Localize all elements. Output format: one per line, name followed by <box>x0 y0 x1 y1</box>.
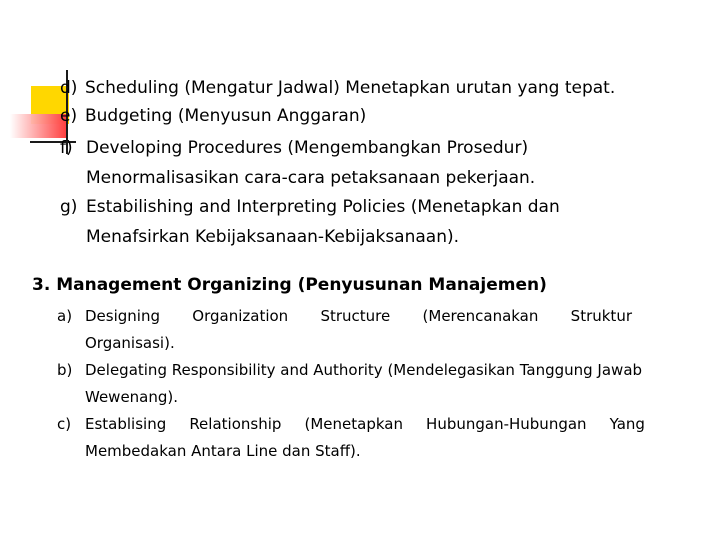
word: Structure <box>320 307 391 325</box>
list-item-establising <box>85 417 645 432</box>
word: Struktur <box>570 307 632 325</box>
list-item-scheduling: Scheduling (Mengatur Jadwal) Menetapkan urutan yang tepat. <box>85 78 616 98</box>
list-marker-d: d) <box>60 78 78 98</box>
list-item-designing <box>85 309 632 324</box>
list-marker-g: g) <box>60 197 78 217</box>
decorative-red-gradient-bar <box>10 114 66 138</box>
list-item-budgeting: Budgeting (Menyusun Anggaran) <box>85 106 367 126</box>
section-heading: 3. Management Organizing (Penyusunan Manajemen) <box>32 275 547 295</box>
word: Establising <box>85 415 167 433</box>
word: (Merencanakan <box>422 307 539 325</box>
word: Hubungan-Hubungan <box>426 415 587 433</box>
list-marker-b: b) <box>57 361 73 379</box>
list-item-policies-cont: Menafsirkan Kebijaksanaan-Kebijaksanaan). <box>86 227 460 247</box>
list-marker-e: e) <box>60 106 78 126</box>
list-marker-a: a) <box>57 307 73 325</box>
word: Relationship <box>189 415 282 433</box>
list-item-delegating: Delegating Responsibility and Authority (Mendelegasikan Tanggung Jawab <box>85 361 643 379</box>
list-item-developing-procedures: Developing Procedures (Mengembangkan Prosedur) <box>86 138 529 158</box>
list-item-designing-cont: Organisasi). <box>85 334 175 352</box>
list-item-establising-cont: Membedakan Antara Line dan Staff). <box>85 442 361 460</box>
word: (Menetapkan <box>304 415 403 433</box>
word: Organization <box>192 307 289 325</box>
list-marker-c: c) <box>57 415 72 433</box>
word: Yang <box>609 415 645 433</box>
list-item-delegating-cont: Wewenang). <box>85 388 179 406</box>
list-item-developing-procedures-cont: Menormalisasikan cara-cara petaksanaan pekerjaan. <box>86 168 536 188</box>
word: Designing <box>85 307 160 325</box>
list-marker-f: f) <box>60 138 73 158</box>
list-item-policies: Estabilishing and Interpreting Policies (Menetapkan dan <box>86 197 560 217</box>
